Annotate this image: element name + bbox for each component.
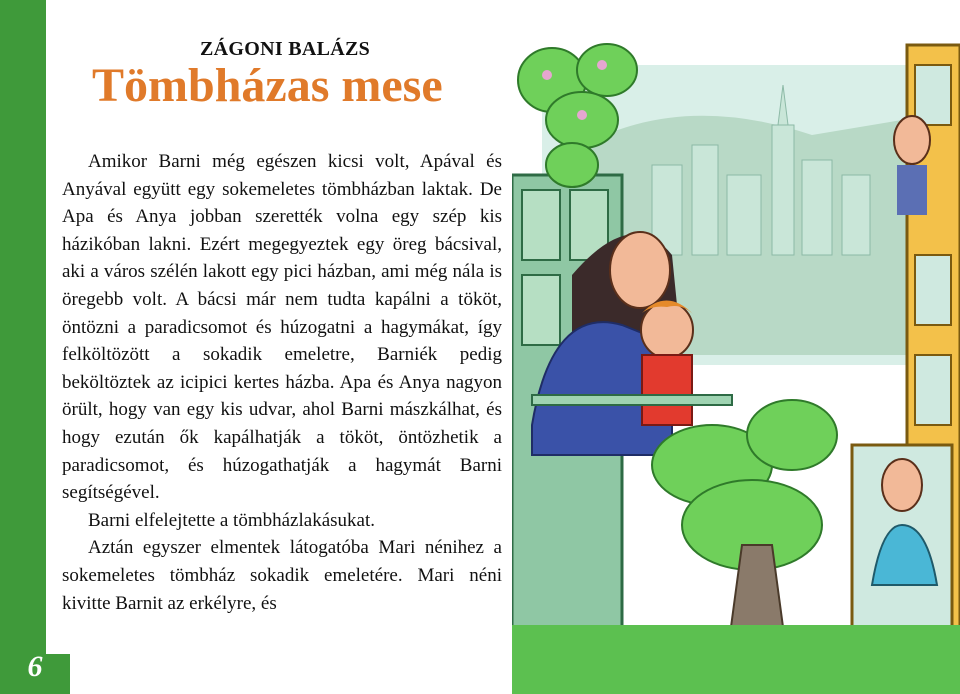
paragraph-1: Amikor Barni még egészen kicsi volt, Apával és Anyával együtt egy sokemeletes tömbházban laktak. De Apa és Anya jobban szerették volna egy szép kis házikóban lakni. Ezért megegyeztek egy öreg bácsival, aki a város szélén lakott egy pici házban, ami még nála is öregebb volt. A bácsi már nem tudta kapálni a tököt, öntözni a paradicsomot és húzogatni a hagymákat, így felköltözött a sokadik emeletre, Barniék pedig beköltöztek az icipici kertes házba. Apa és Anya nagyon örült, hogy van egy kis udvar, ahol Barni mászkálhat, és hogy ezután ők kapálhatják a tököt, öntözhetik a paradicsomot, és húzogathatják a hagymát Barni segítségével. <box>62 151 502 504</box>
page-number: 6 <box>27 650 43 683</box>
city-illustration <box>512 25 960 694</box>
left-green-margin <box>0 0 46 694</box>
story-text <box>62 148 502 617</box>
author-name: ZÁGONI BALÁZS <box>200 38 371 60</box>
story-title: Tömbházas mese <box>92 59 443 112</box>
paragraph-2: Barni elfelejtette a tömbházlakásukat. <box>88 509 375 531</box>
paragraph-3: Aztán egyszer elmentek látogatóba Mari nénihez a sokemeletes tömbház sokadik emeletére. Mari néni kivitte Barnit az erkélyre, és <box>62 537 502 614</box>
